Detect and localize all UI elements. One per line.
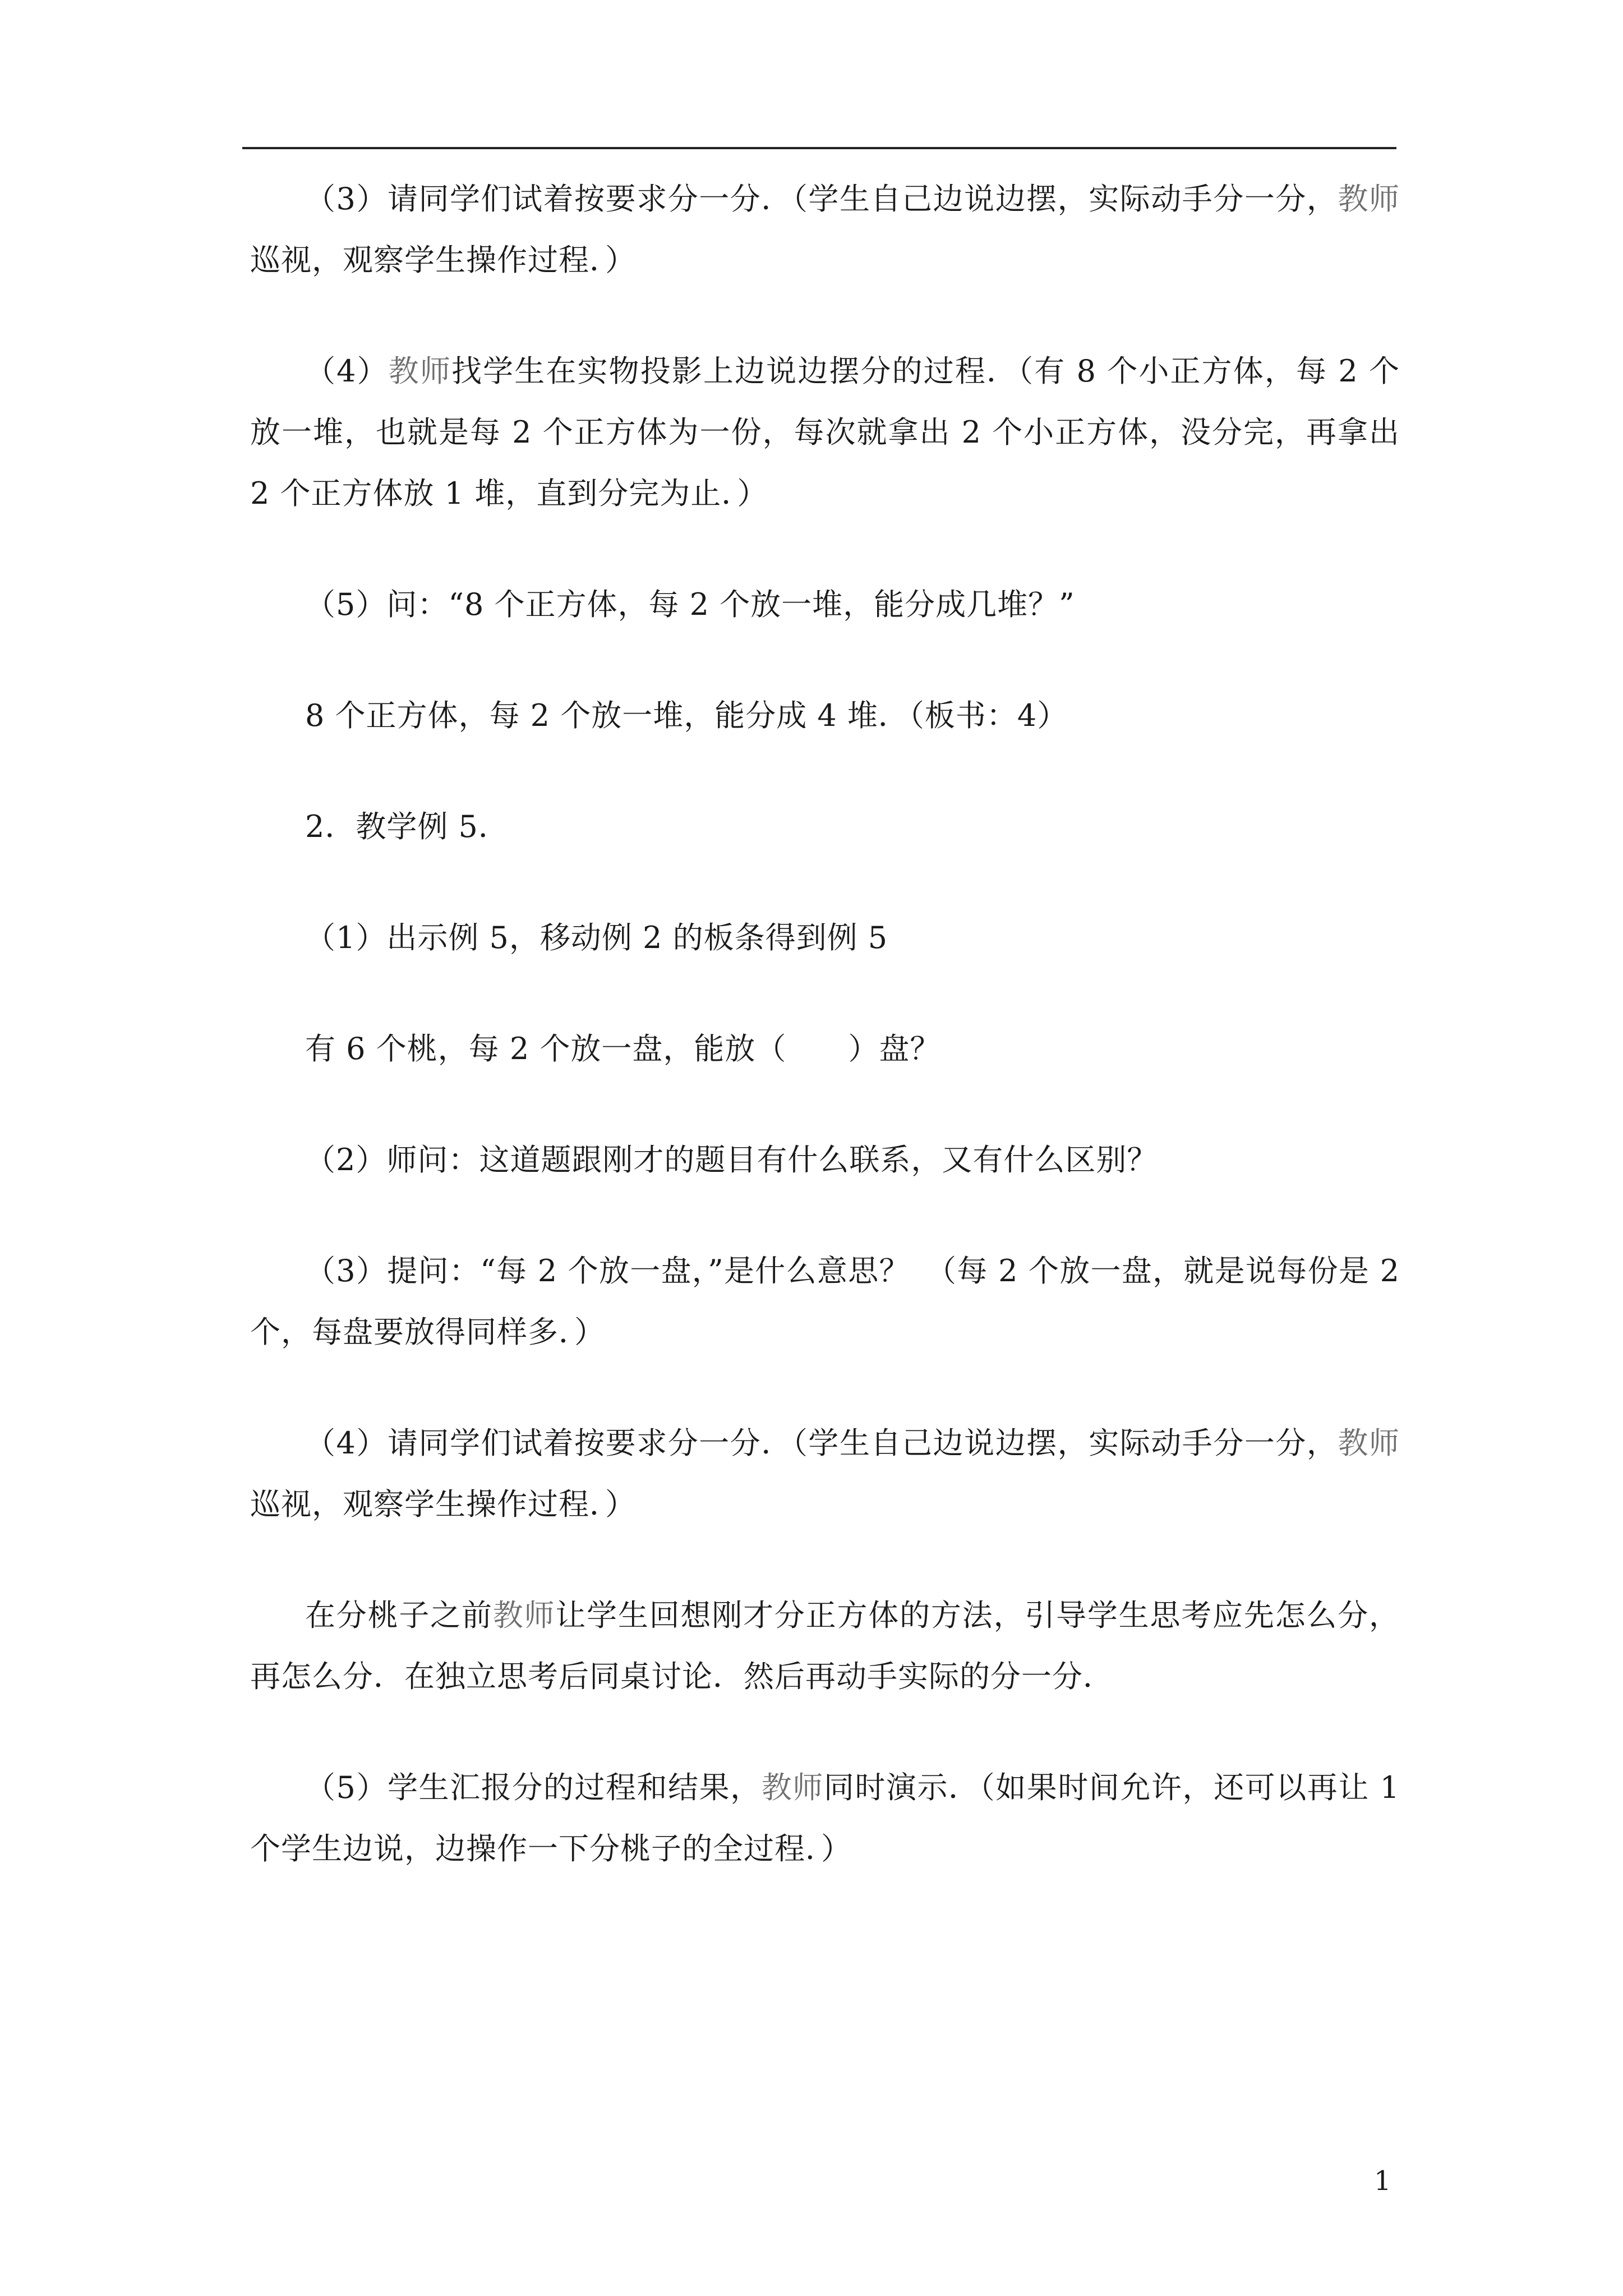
accent-term: 教师 — [492, 1598, 556, 1633]
paragraph-p2-teacher-ask — [250, 1129, 1400, 1190]
accent-term: 教师 — [1338, 1425, 1400, 1461]
paragraph-p3-divide — [250, 168, 1400, 291]
paragraph-p-peaches — [250, 1018, 1400, 1079]
document-body — [250, 168, 1400, 1929]
text-segment: （2）师问：这道题跟刚才的题目有什么联系，又有什么区别？ — [305, 1142, 1158, 1177]
paragraph-p-example5 — [250, 796, 1400, 857]
paragraph-p5-report — [250, 1757, 1400, 1879]
text-segment: （4） — [305, 353, 389, 389]
accent-term: 教师 — [388, 353, 451, 389]
paragraph-p4-divide — [250, 1412, 1400, 1535]
text-segment: 让学生回想刚才分正方体的方法，引导学生思考应先怎么分，再怎么分．在独立思考后同桌讨论．然后再动手实际的分一分． — [250, 1598, 1400, 1694]
text-segment: （5）问：“8 个正方体，每 2 个放一堆，能分成几堆？” — [305, 587, 1075, 622]
text-segment: （5）学生汇报分的过程和结果， — [305, 1770, 762, 1805]
page-number: 1 — [1374, 2165, 1391, 2197]
text-segment: 巡视，观察学生操作过程．） — [250, 1487, 636, 1522]
text-segment: 巡视，观察学生操作过程．） — [250, 242, 636, 278]
paragraph-p1-show — [250, 907, 1400, 968]
text-segment: （1）出示例 5，移动例 2 的板条得到例 5 — [305, 920, 888, 955]
text-segment: 8 个正方体，每 2 个放一堆，能分成 4 堆．（板书：4） — [305, 698, 1068, 733]
paragraph-p4-projection — [250, 341, 1400, 524]
paragraph-p5-question — [250, 574, 1400, 635]
paragraph-p3-meaning — [250, 1240, 1400, 1363]
header-rule — [242, 147, 1396, 149]
accent-term: 教师 — [1338, 181, 1400, 217]
text-segment: 同时演示．（如果时间允许，还可以再让 1 个学生边说，边操作一下分桃子的全过程．） — [250, 1770, 1400, 1866]
text-segment: （4）请同学们试着按要求分一分．（学生自己边说边摆，实际动手分一分， — [305, 1425, 1338, 1461]
accent-term: 教师 — [761, 1770, 824, 1805]
text-segment: 在分桃子之前 — [305, 1598, 493, 1633]
text-segment: 找学生在实物投影上边说边摆分的过程．（有 8 个小正方体，每 2 个放一堆，也就是每 2 个正方体为一份，每次就拿出 2 个小正方体，没分完，再拿出 2 个正方体放 1 堆，直到分完为止．） — [250, 353, 1400, 511]
paragraph-p-before-peaches — [250, 1585, 1400, 1707]
text-segment: 2．教学例 5． — [305, 809, 509, 844]
text-segment: 有 6 个桃，每 2 个放一盘，能放（ ）盘？ — [305, 1031, 941, 1066]
paragraph-p-answer — [250, 685, 1400, 746]
text-segment: （3）请同学们试着按要求分一分．（学生自己边说边摆，实际动手分一分， — [305, 181, 1338, 217]
text-segment: （3）提问：“每 2 个放一盘，”是什么意思？ （每 2 个放一盘，就是说每份是 2 个，每盘要放得同样多．） — [250, 1253, 1400, 1350]
